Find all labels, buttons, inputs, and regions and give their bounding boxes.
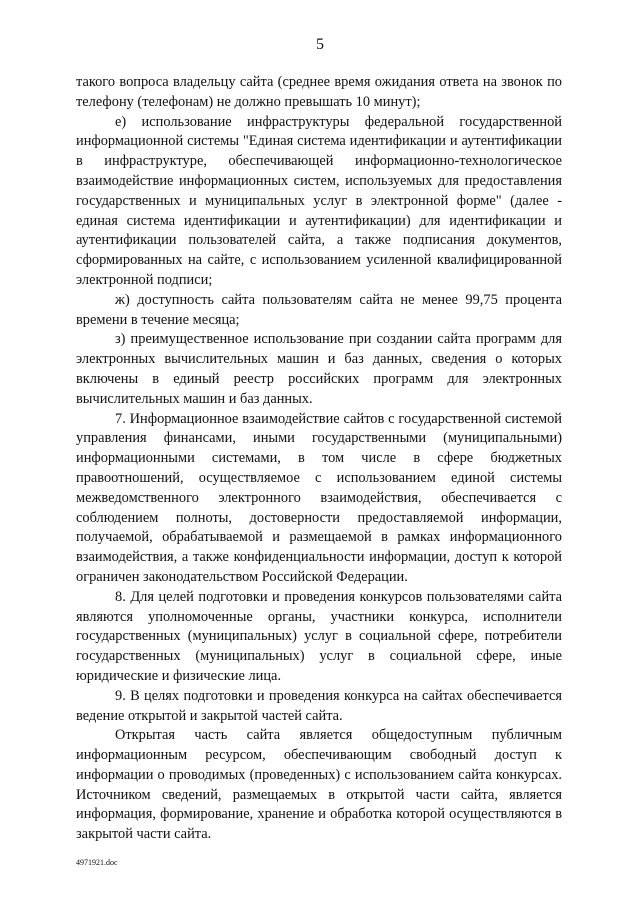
body-text	[76, 73, 562, 845]
paragraph-continuation: такого вопроса владельцу сайта (среднее время ожидания ответа на звонок по телефону (телефонам) не должно превышать 10 минут);	[76, 74, 562, 110]
paragraph-open-part: Открытая часть сайта является общедоступным публичным информационным ресурсом, обеспечивающим свободный доступ к информации о проводимых (проведенных) с использованием сайта конкурсах. Источником сведений, размещаемых в открытой части сайта, является информация, формирование, хранение и обработка которой осуществляются в закрытой части сайта.	[76, 727, 562, 843]
paragraph-clause-7: 7. Информационное взаимодействие сайтов с государственной системой управления финансами, иными государственными (муниципальными) информационными системами, в том числе в сфере бюджетных правоотношений, осуществляемое с использованием единой системы межведомственного электронного взаимодействия, обеспечивается с соблюдением полноты, достоверности предоставляемой информации, получаемой, обрабатываемой и размещаемой в рамках информационного взаимодействия, а также конфиденциальности информации, доступ к которой ограничен законодательством Российской Федерации.	[76, 410, 562, 585]
page-number: 5	[316, 36, 324, 53]
paragraph-item-e: е) использование инфраструктуры федеральной государственной информационной системы "Единая система идентификации и аутентификации в инфраструктуре, обеспечивающей информационно-технологическое взаимодействие информационных систем, используемых для предоставления государственных и муниципальных услуг в электронной форме" (далее - единая система идентификации и аутентификации) для идентификации и аутентификации пользователей сайта, а также подписания документов, сформированных на сайте, с использованием усиленной квалифицированной электронной подписи;	[76, 113, 562, 288]
paragraph-clause-9: 9. В целях подготовки и проведения конкурса на сайтах обеспечивается ведение открытой и закрытой частей сайта.	[76, 687, 562, 724]
document-filename: 4971921.doc	[76, 858, 118, 867]
paragraph-item-zh: ж) доступность сайта пользователям сайта не менее 99,75 процента времени в течение месяца;	[76, 291, 562, 328]
paragraph-clause-8: 8. Для целей подготовки и проведения конкурсов пользователями сайта являются уполномоченные органы, участники конкурса, исполнители государственных (муниципальных) услуг в социальной сфере, потребители государственных (муниципальных) услуг в социальной сфере, иные юридические и физические лица.	[76, 588, 562, 684]
paragraph-item-z: з) преимущественное использование при создании сайта программ для электронных вычислительных машин и баз данных, сведения о которых включены в единый реестр российских программ для электронных вычислительных машин и баз данных.	[76, 331, 562, 407]
